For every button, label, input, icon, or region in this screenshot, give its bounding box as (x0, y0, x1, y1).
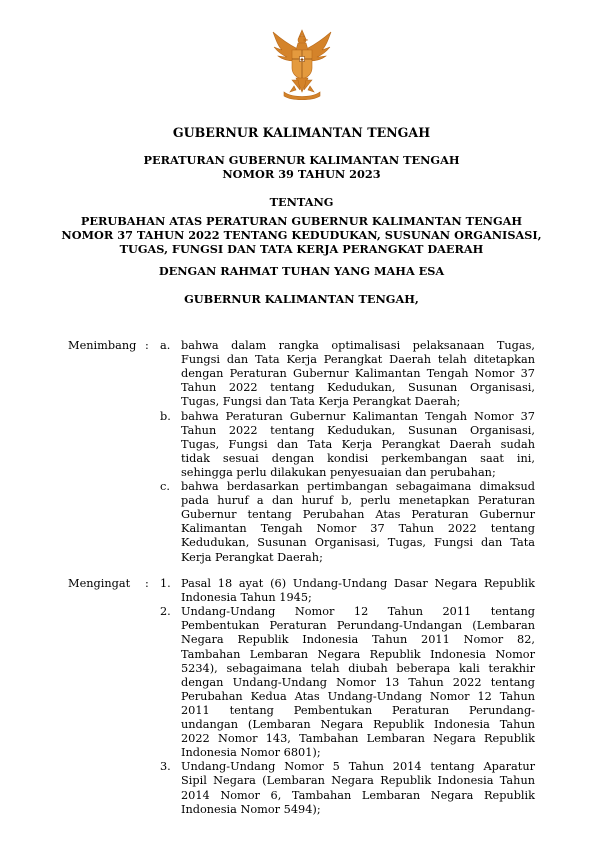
mengingat-item-line: Tambahan Lembaran Negara Republik Indonesia Nomor (181, 647, 535, 661)
subject-line-3: TUGAS, FUNGSI DAN TATA KERJA PERANGKAT DAERAH (119, 242, 484, 256)
menimbang-item-marker: b. (160, 409, 171, 423)
mengingat-item-line: Undang-Undang Nomor 12 Tahun 2011 tentang (181, 605, 535, 619)
rahmat-line: DENGAN RAHMAT TUHAN YANG MAHA ESA (158, 264, 445, 278)
mengingat-item-line: undangan (Lembaran Negara Republik Indonesia Tahun (181, 718, 535, 731)
mengingat-item-line: Undang-Undang Nomor 5 Tahun 2014 tentang Aparatur (181, 760, 535, 774)
mengingat-item-line: Indonesia Nomor 5494); (181, 802, 321, 816)
mengingat-item-marker: 3. (160, 760, 171, 774)
menimbang-item-line: Tahun 2022 tentang Kedudukan, Susunan Organisasi, (181, 381, 535, 395)
menimbang-item-line: bahwa berdasarkan pertimbangan sebagaimana dimaksud (181, 480, 535, 493)
mengingat-item-line: 2011 tentang Pembentukan Peraturan Perundang- (181, 703, 535, 717)
mengingat-item-marker: 1. (160, 577, 171, 590)
menimbang-item-line: bahwa dalam rangka optimalisasi pelaksanaan Tugas, (181, 339, 535, 352)
menimbang-item-marker: c. (160, 480, 170, 493)
menimbang-item-line: Kerja Perangkat Daerah; (181, 550, 323, 564)
menimbang-item-line: bahwa Peraturan Gubernur Kalimantan Tengah Nomor 37 (181, 409, 535, 423)
subject-line-2: NOMOR 37 TAHUN 2022 TENTANG KEDUDUKAN, SUSUNAN ORGANISASI, (61, 228, 542, 242)
menimbang-label: Menimbang (68, 339, 137, 352)
mengingat-item-line: Indonesia Nomor 6801); (181, 746, 321, 760)
mengingat-item-line: 5234), sebagaimana telah diubah beberapa kali terakhir (181, 661, 535, 675)
subject-line-1: PERUBAHAN ATAS PERATURAN GUBERNUR KALIMANTAN TENGAH (80, 214, 523, 228)
garuda-emblem-icon (270, 28, 334, 102)
menimbang-colon: : (145, 339, 149, 352)
menimbang-item-line: Gubernur tentang Perubahan Atas Peraturan Gubernur (181, 508, 535, 522)
document-title: GUBERNUR KALIMANTAN TENGAH (172, 125, 431, 140)
menimbang-item-line: Tahun 2022 tentang Kedudukan, Susunan Organisasi, (181, 423, 535, 437)
mengingat-item-line: Pasal 18 ayat (6) Undang-Undang Dasar Negara Republik (181, 577, 535, 590)
menimbang-item-line: tidak sesuai dengan kondisi perkembangan saat ini, (181, 451, 535, 465)
menimbang-item-line: sehingga perlu dilakukan penyesuaian dan perubahan; (181, 465, 496, 479)
tentang-heading: TENTANG (269, 195, 334, 209)
mengingat-item-line: Indonesia Tahun 1945; (181, 591, 312, 605)
menimbang-item-line: pada huruf a dan huruf b, perlu menetapkan Peraturan (181, 494, 535, 508)
mengingat-item-line: Negara Republik Indonesia Tahun 2011 Nomor 82, (181, 633, 535, 647)
menimbang-item-line: Tugas, Fungsi dan Tata Kerja Perangkat Daerah; (181, 395, 461, 409)
mengingat-item-marker: 2. (160, 605, 171, 619)
governor-line: GUBERNUR KALIMANTAN TENGAH, (184, 292, 419, 306)
mengingat-colon: : (145, 577, 149, 590)
menimbang-item-line: Kalimantan Tengah Nomor 37 Tahun 2022 tentang (181, 522, 535, 536)
mengingat-item-line: Perubahan Kedua Atas Undang-Undang Nomor 12 Tahun (181, 689, 535, 703)
menimbang-item-line: Kedudukan, Susunan Organisasi, Tugas, Fungsi dan Tata (181, 536, 535, 550)
menimbang-item-line: Fungsi dan Tata Kerja Perangkat Daerah telah ditetapkan (181, 353, 535, 367)
menimbang-item-line: dengan Peraturan Gubernur Kalimantan Tengah Nomor 37 (181, 367, 535, 381)
regulation-title-line-1: PERATURAN GUBERNUR KALIMANTAN TENGAH (143, 153, 460, 167)
mengingat-label: Mengingat (68, 577, 131, 590)
regulation-number: NOMOR 39 TAHUN 2023 (222, 167, 381, 181)
mengingat-item-line: Sipil Negara (Lembaran Negara Republik Indonesia Tahun (181, 774, 535, 788)
mengingat-item-line: dengan Undang-Undang Nomor 13 Tahun 2022 tentang (181, 675, 535, 689)
mengingat-item-line: 2022 Nomor 143, Tambahan Lembaran Negara Republik (181, 732, 535, 746)
menimbang-item-line: Tugas, Fungsi dan Tata Kerja Perangkat Daerah sudah (181, 437, 535, 451)
mengingat-item-line: Pembentukan Peraturan Perundang-Undangan (Lembaran (181, 619, 535, 633)
menimbang-item-marker: a. (160, 339, 171, 352)
mengingat-item-line: 2014 Nomor 6, Tambahan Lembaran Negara Republik (181, 788, 535, 802)
